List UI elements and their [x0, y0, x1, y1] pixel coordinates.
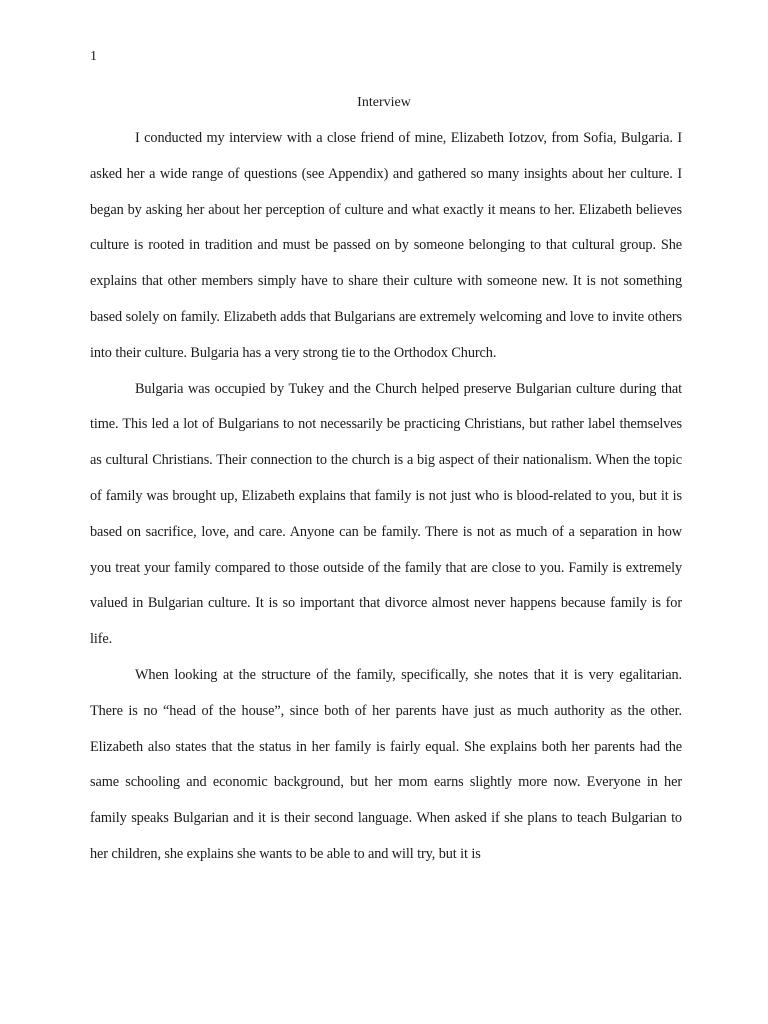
document-title: Interview: [357, 95, 411, 110]
paragraph-3: When looking at the structure of the family, specifically, she notes that it is very egalitarian. There is no “head of the house”, since both of her parents have just as much authority as the other. Elizabeth also states that the status in her family is fairly equal. She explains both her parents had the same schooling and economic background, but her mom earns slightly more now. Everyone in her family speaks Bulgarian and it is their second language. When asked if she plans to teach Bulgarian to her children, she explains she wants to be able to and will try, but it is: [90, 666, 682, 862]
paragraph-2: Bulgaria was occupied by Tukey and the Church helped preserve Bulgarian culture during that time. This led a lot of Bulgarians to not necessarily be practicing Christians, but rather label themselves as cultural Christians. Their connection to the church is a big aspect of their nationalism. When the topic of family was brought up, Elizabeth explains that family is not just who is blood-related to you, but it is based on sacrifice, love, and care. Anyone can be family. There is not as much of a separation in how you treat your family compared to those outside of the family that are close to you. Family is extremely valued in Bulgarian culture. It is so important that divorce almost never happens because family is for life.: [90, 380, 682, 648]
paragraph-1: I conducted my interview with a close friend of mine, Elizabeth Iotzov, from Sofia, Bulgaria. I asked her a wide range of questions (see Appendix) and gathered so many insights about her culture. I began by asking her about her perception of culture and what exactly it means to her. Elizabeth believes culture is rooted in tradition and must be passed on by someone belonging to that cultural group. She explains that other members simply have to share their culture with someone new. It is not something based solely on family. Elizabeth adds that Bulgarians are extremely welcoming and love to invite others into their culture. Bulgaria has a very strong tie to the Orthodox Church.: [90, 130, 682, 361]
document-body: [90, 121, 682, 873]
page-number: 1: [90, 49, 97, 64]
